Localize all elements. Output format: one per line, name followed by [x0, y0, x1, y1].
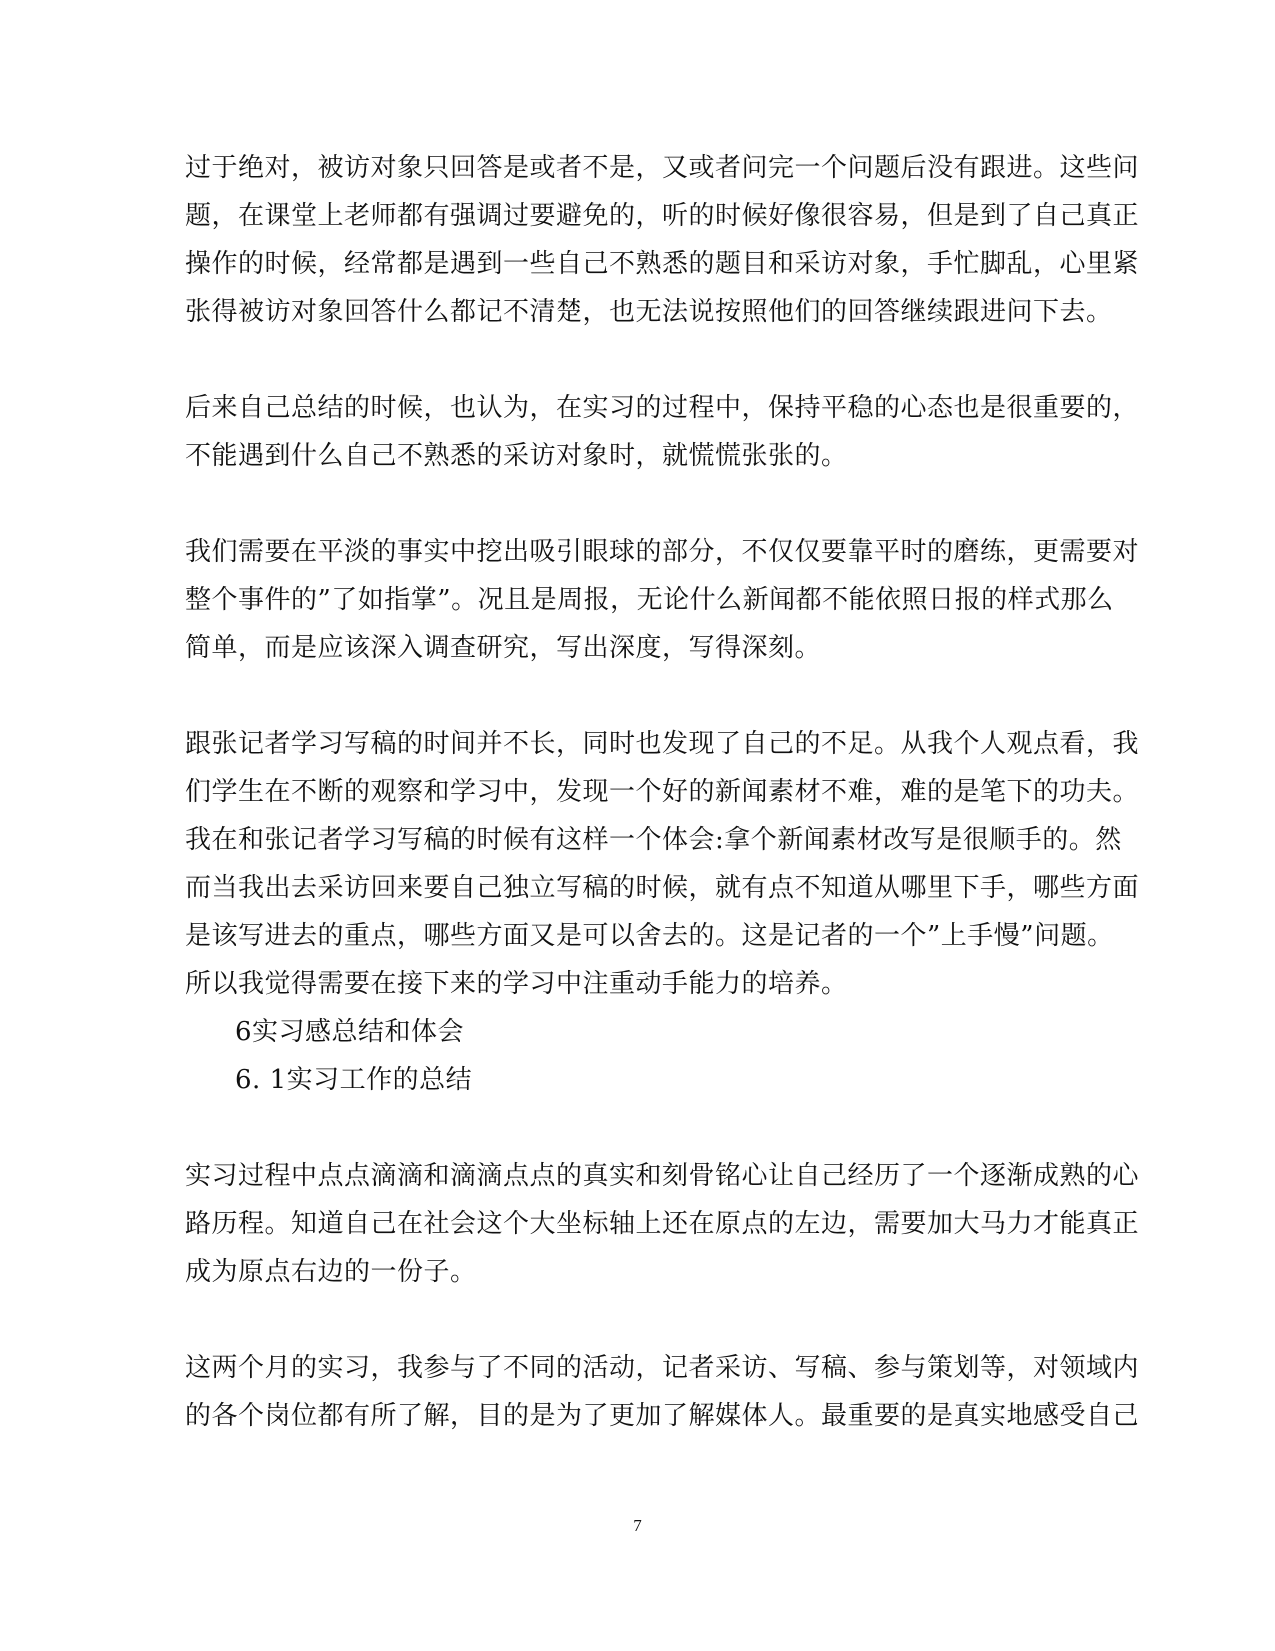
text-line: 的各个岗位都有所了解，目的是为了更加了解媒体人。最重要的是真实地感受自己 — [185, 1401, 1140, 1431]
text-line: 后来自己总结的时候，也认为，在实习的过程中，保持平稳的心态也是很重要的， — [185, 393, 1140, 423]
text-line: 我在和张记者学习写稿的时候有这样一个体会:拿个新闻素材改写是很顺手的。然 — [185, 825, 1122, 855]
text-line: 这两个月的实习，我参与了不同的活动，记者采访、写稿、参与策划等，对领域内 — [185, 1353, 1140, 1383]
text-line: 简单，而是应该深入调查研究，写出深度，写得深刻。 — [185, 633, 822, 663]
page-number: 7 — [633, 1516, 642, 1535]
text-line: 实习过程中点点滴滴和滴滴点点的真实和刻骨铭心让自己经历了一个逐渐成熟的心 — [185, 1161, 1140, 1191]
text-line: 不能遇到什么自己不熟悉的采访对象时，就慌慌张张的。 — [185, 441, 848, 471]
text-line: 而当我出去采访回来要自己独立写稿的时候，就有点不知道从哪里下手，哪些方面 — [185, 873, 1140, 903]
text-line: 整个事件的”了如指掌”。况且是周报，无论什么新闻都不能依照日报的样式那么 — [185, 585, 1114, 615]
subsection-heading: 6. 1实习工作的总结 — [235, 1065, 473, 1095]
section-heading: 6实习感总结和体会 — [235, 1017, 465, 1047]
text-line: 是该写进去的重点，哪些方面又是可以舍去的。这是记者的一个”上手慢”问题。 — [185, 921, 1114, 951]
text-line: 跟张记者学习写稿的时间并不长，同时也发现了自己的不足。从我个人观点看，我 — [185, 729, 1140, 759]
text-line: 所以我觉得需要在接下来的学习中注重动手能力的培养。 — [185, 969, 848, 999]
text-line: 操作的时候，经常都是遇到一些自己不熟悉的题目和采访对象，手忙脚乱，心里紧 — [185, 249, 1140, 279]
text-line: 成为原点右边的一份子。 — [185, 1257, 477, 1287]
text-line: 们学生在不断的观察和学习中，发现一个好的新闻素材不难，难的是笔下的功夫。 — [185, 777, 1140, 807]
text-line: 我们需要在平淡的事实中挖出吸引眼球的部分，不仅仅要靠平时的磨练，更需要对 — [185, 537, 1140, 567]
text-line: 题，在课堂上老师都有强调过要避免的，听的时候好像很容易，但是到了自己真正 — [185, 201, 1140, 231]
text-line: 路历程。知道自己在社会这个大坐标轴上还在原点的左边，需要加大马力才能真正 — [185, 1209, 1140, 1239]
text-line: 张得被访对象回答什么都记不清楚，也无法说按照他们的回答继续跟进问下去。 — [185, 297, 1113, 327]
text-line: 过于绝对，被访对象只回答是或者不是，又或者问完一个问题后没有跟进。这些问 — [185, 153, 1140, 183]
